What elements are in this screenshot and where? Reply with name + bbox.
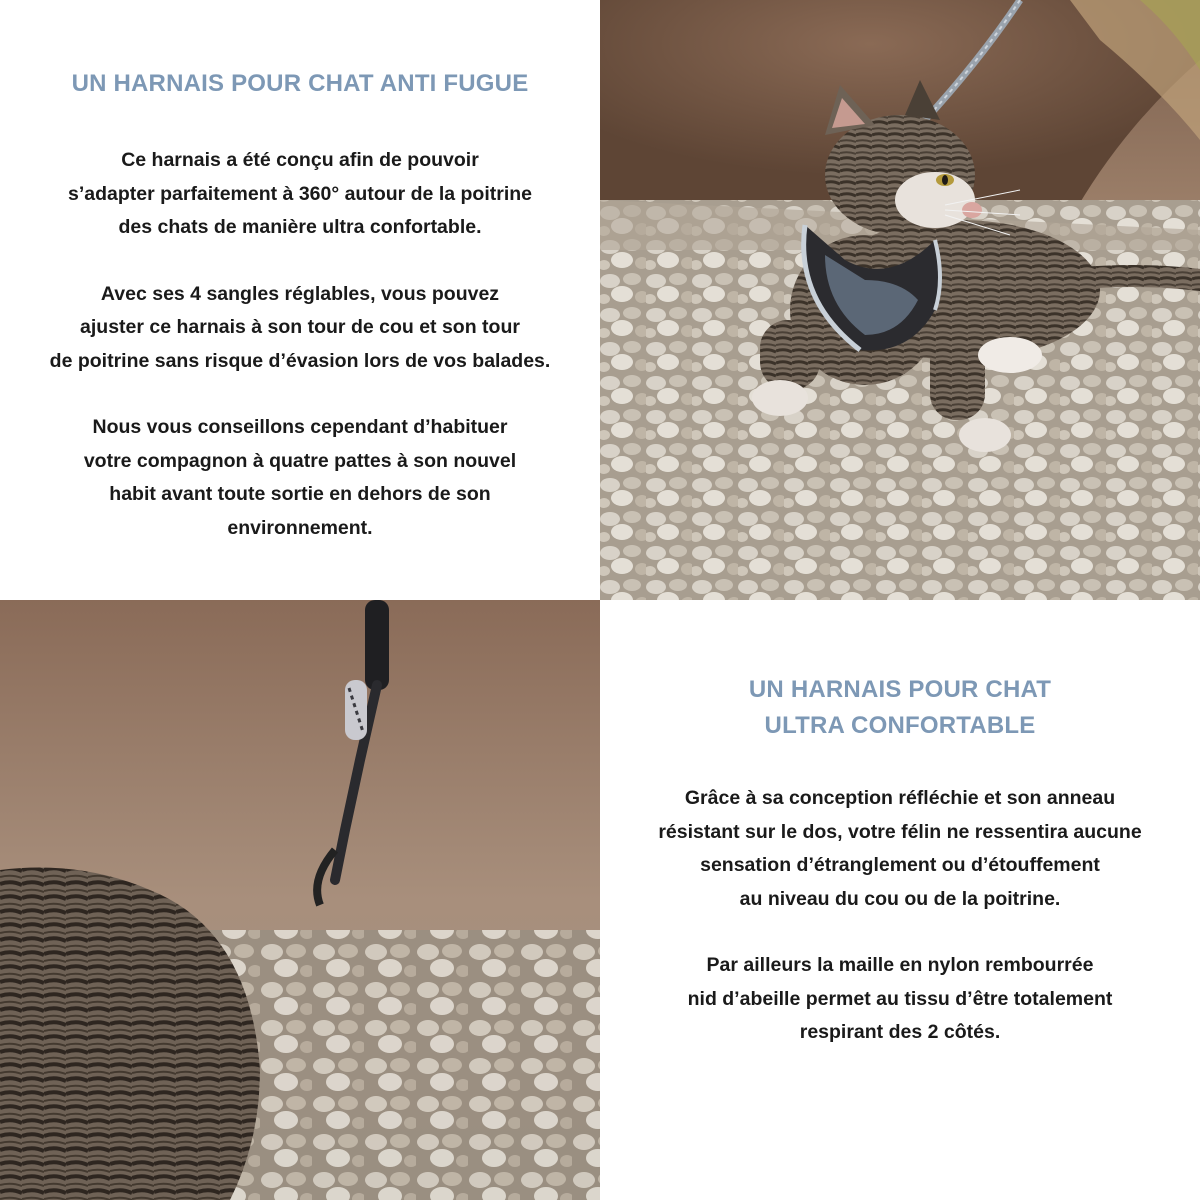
text-line: Par ailleurs la maille en nylon rembourrée	[706, 954, 1094, 976]
text-line: au niveau du cou ou de la poitrine.	[739, 887, 1061, 910]
text-line: résistant sur le dos, votre félin ne ressentira aucune	[658, 820, 1142, 843]
paragraph-straps	[50, 278, 551, 379]
cat-photo-2	[0, 600, 600, 1200]
text-line: des chats de manière ultra confortable.	[118, 216, 482, 238]
heading-comfort	[749, 672, 1051, 744]
text-line: Nous vous conseillons cependant d’habituer	[92, 416, 508, 438]
text-line: votre compagnon à quatre pattes à son nouvel	[83, 449, 517, 472]
text-line: s’adapter parfaitement à 360° autour de la poitrine	[67, 182, 532, 205]
text-line: Grâce à sa conception réfléchie et son anneau	[684, 787, 1116, 809]
text-line: ajuster ce harnais à son tour de cou et son tour	[80, 316, 520, 338]
photo-cat-close-up	[0, 600, 600, 1200]
text-line: environnement.	[227, 516, 373, 539]
heading-anti-escape: UN HARNAIS POUR CHAT ANTI FUGUE	[71, 70, 529, 97]
text-panel-anti-escape	[0, 0, 600, 600]
text-line: Ce harnais a été conçu afin de pouvoir	[121, 149, 479, 171]
text-line: de poitrine sans risque d’évasion lors de vos balades.	[49, 349, 551, 372]
heading-line: ULTRA CONFORTABLE	[764, 712, 1036, 739]
text-panel-comfort	[600, 600, 1200, 1200]
photo-cat-on-gravel	[600, 0, 1200, 600]
heading-line: UN HARNAIS POUR CHAT	[748, 676, 1052, 703]
text-line: nid d’abeille permet au tissu d’être totalement	[687, 987, 1113, 1010]
text-line: sensation d’étranglement ou d’étouffement	[700, 854, 1100, 876]
text-line: habit avant toute sortie en dehors de son	[109, 483, 491, 505]
text-line: respirant des 2 côtés.	[799, 1021, 1001, 1043]
paragraph-design-ring	[658, 782, 1141, 916]
text-line: Avec ses 4 sangles réglables, vous pouvez	[100, 282, 500, 305]
paragraph-design	[68, 144, 532, 245]
cat-photo-1	[600, 0, 1200, 600]
paragraph-advice	[84, 411, 516, 545]
paragraph-mesh	[688, 949, 1113, 1050]
